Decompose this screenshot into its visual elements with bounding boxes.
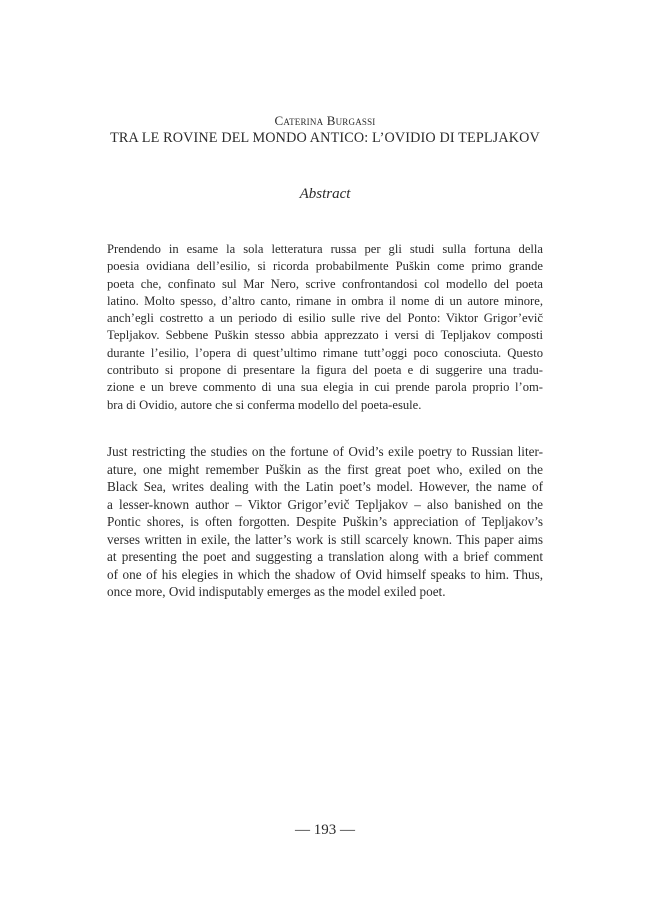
abstract-line: latino. Molto spesso, d’altro canto, rimane in ombra il nome di un autore minore, — [107, 293, 543, 308]
abstract-line: bra di Ovidio, autore che si conferma modello del poeta-esule. — [107, 397, 422, 412]
abstract-line: anch’egli costretto a un periodo di esilio sulle rive del Ponto: Viktor Grigor’evič — [107, 311, 543, 326]
author-name: Caterina Burgassi — [274, 113, 376, 128]
abstract-line: poeta che, confinato sul Mar Nero, scrive confrontandosi col modello del poeta — [107, 276, 543, 291]
abstract-line: verses written in exile, the latter’s work is still scarcely known. This paper aims — [107, 531, 543, 547]
abstract-line: Prendendo in esame la sola letteratura russa per gli studi sulla fortuna della — [107, 242, 543, 256]
abstract-heading: Abstract — [299, 186, 351, 202]
abstract-line: a lesser-known author – Viktor Grigor’evič Tepljakov – also banished on the — [107, 496, 543, 512]
abstract-line: once more, Ovid indisputably emerges as the model exiled poet. — [107, 584, 446, 600]
abstract-line: at presenting the poet and suggesting a translation along with a brief comment — [107, 549, 543, 565]
abstract-line: poesia ovidiana dell’esilio, si ricorda probabilmente Puškin come primo grande — [107, 259, 543, 274]
abstract-italian — [107, 241, 543, 414]
abstract-line: Just restricting the studies on the fortune of Ovid’s exile poetry to Russian liter- — [107, 444, 543, 459]
article-title: TRA LE ROVINE DEL MONDO ANTICO: L’OVIDIO DI TEPLJAKOV — [110, 130, 540, 146]
abstract-english — [107, 443, 543, 601]
abstract-line: Black Sea, writes dealing with the Latin poet’s model. However, the name of — [107, 479, 543, 495]
abstract-line: Tepljakov. Sebbene Puškin stesso abbia apprezzato i versi di Tepljakov composti — [107, 328, 543, 343]
abstract-line: Pontic shores, is often forgotten. Despite Puškin’s appreciation of Tepljakov’s — [107, 514, 543, 530]
abstract-line: zione e un breve commento di una sua elegia in cui prende parola proprio l’om- — [107, 380, 543, 395]
abstract-line: of one of his elegies in which the shadow of Ovid himself speaks to him. Thus, — [107, 566, 543, 582]
abstract-line: ature, one might remember Puškin as the first great poet who, exiled on the — [107, 461, 543, 477]
page-number: — 193 — — [295, 822, 355, 838]
abstract-line: durante l’esilio, l’opera di quest’ultimo rimane tutt’oggi poco conosciuta. Questo — [107, 345, 543, 360]
abstract-line: contributo si propone di presentare la figura del poeta e di suggerire una tradu- — [107, 363, 543, 378]
